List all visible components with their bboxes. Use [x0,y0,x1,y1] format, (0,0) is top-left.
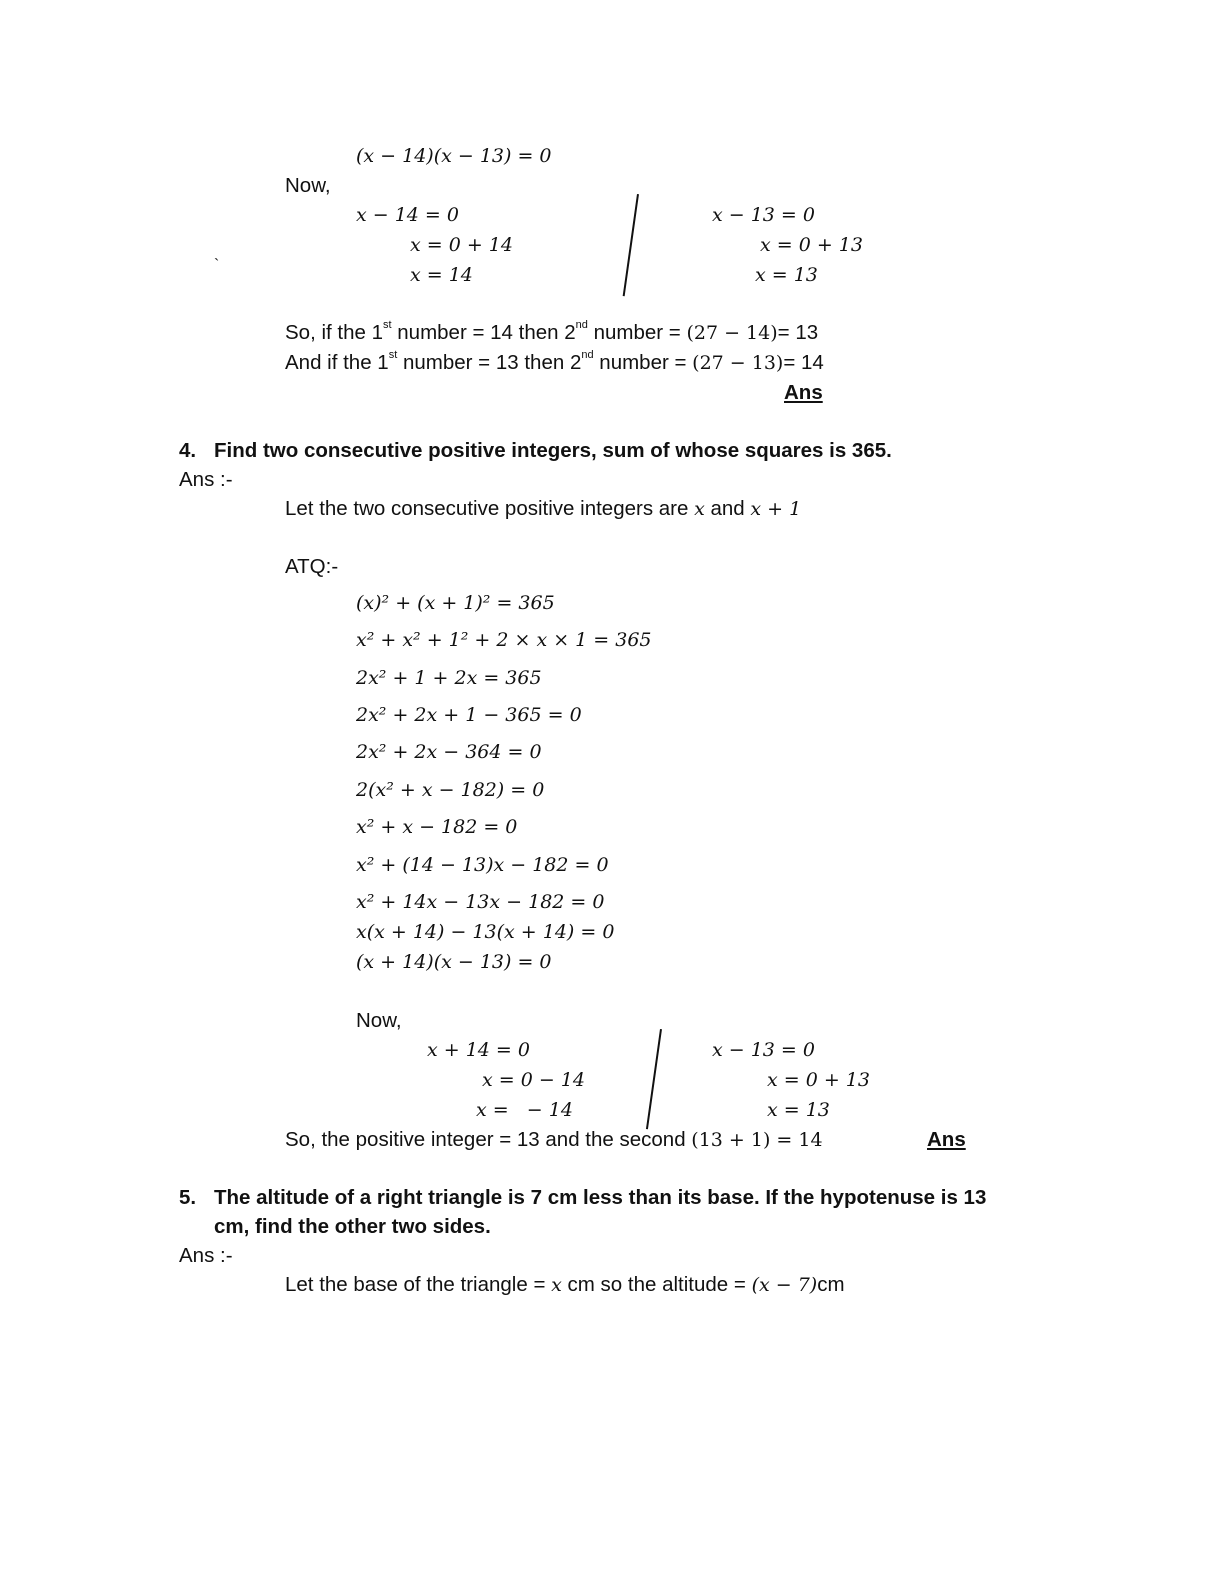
left-case-line-2: x = 0 + 14 [410,234,513,256]
case-divider [623,194,639,296]
right-case-line-2: x = 0 + 13 [760,234,863,256]
now-label: Now, [285,174,331,197]
step-1: (x)² + (x + 1)² = 365 [356,592,555,614]
step-9: x² + 14x − 13x − 182 = 0 [356,891,605,913]
conclusion: So, the positive integer = 13 and the second (13 + 1) = 14 [285,1128,823,1151]
step-2: x² + x² + 1² + 2 × x × 1 = 365 [356,629,652,651]
now-label: Now, [356,1009,402,1032]
question-number: 4. [179,439,197,462]
ans-label: Ans [784,381,823,404]
question-text: Find two consecutive positive integers, sum of whose squares is 365. [214,439,892,462]
let-statement: Let the base of the triangle = x cm so the altitude = (x − 7)cm [285,1273,845,1296]
left-case-line-2: x = 0 − 14 [482,1069,585,1091]
question-number: 5. [179,1186,197,1209]
case-divider [646,1029,662,1129]
right-case-line-1: x − 13 = 0 [712,204,815,226]
ans-prefix: Ans :- [179,468,233,491]
stray-mark: ` [214,257,220,274]
ans-prefix: Ans :- [179,1244,233,1267]
left-case-line-3: x = 14 [410,264,473,286]
conclusion-line-1: So, if the 1st number = 14 then 2nd number = (27 − 14)= 13 [285,319,819,344]
left-case-line-3: x = − 14 [476,1099,573,1121]
right-case-line-3: x = 13 [755,264,818,286]
left-case-line-1: x + 14 = 0 [427,1039,530,1061]
question-text-line-1: The altitude of a right triangle is 7 cm less than its base. If the hypotenuse is 13 [214,1186,987,1209]
step-10: x(x + 14) − 13(x + 14) = 0 [356,921,615,943]
conclusion-line-2: And if the 1st number = 13 then 2nd number = (27 − 13)= 14 [285,349,824,374]
step-4: 2x² + 2x + 1 − 365 = 0 [356,704,582,726]
step-8: x² + (14 − 13)x − 182 = 0 [356,854,609,876]
step-7: x² + x − 182 = 0 [356,816,518,838]
ans-label: Ans [927,1128,966,1151]
question-text-line-2: cm, find the other two sides. [214,1215,491,1238]
let-statement: Let the two consecutive positive integers are x and x + 1 [285,497,802,520]
step-3: 2x² + 1 + 2x = 365 [356,667,542,689]
atq-label: ATQ:- [285,555,339,578]
right-case-line-2: x = 0 + 13 [767,1069,870,1091]
factored-equation: (x − 14)(x − 13) = 0 [356,145,552,167]
left-case-line-1: x − 14 = 0 [356,204,459,226]
right-case-line-3: x = 13 [767,1099,830,1121]
right-case-line-1: x − 13 = 0 [712,1039,815,1061]
step-6: 2(x² + x − 182) = 0 [356,779,545,801]
step-11: (x + 14)(x − 13) = 0 [356,951,552,973]
step-5: 2x² + 2x − 364 = 0 [356,741,542,763]
